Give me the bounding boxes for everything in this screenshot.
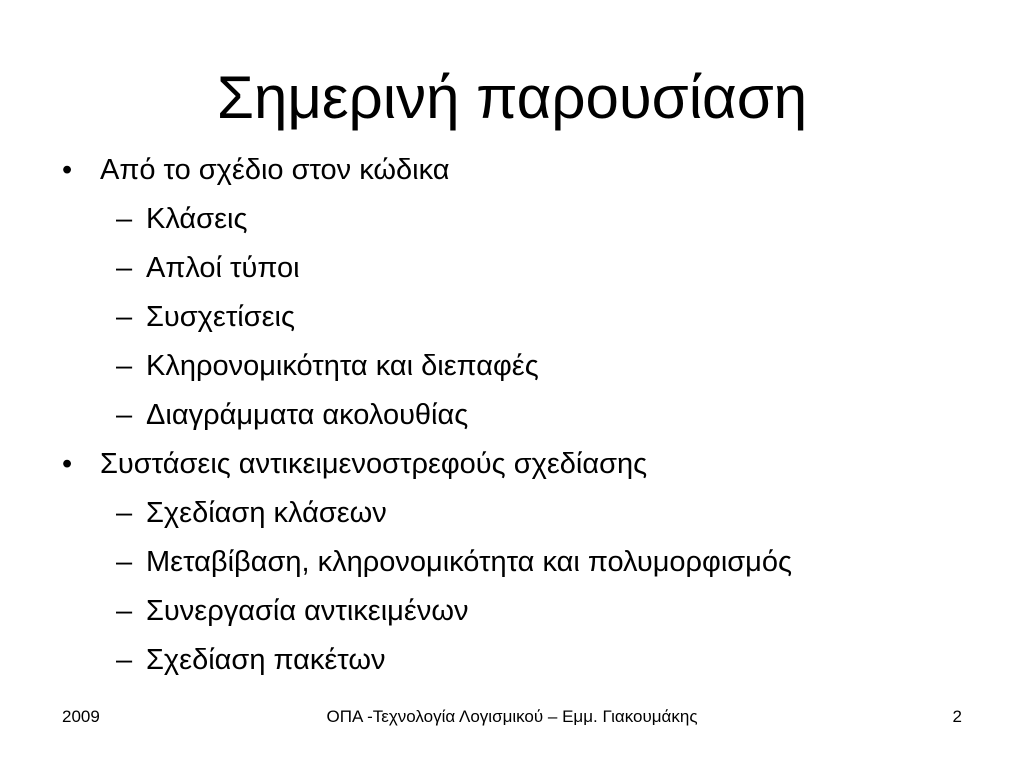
bullet-marker: • <box>62 154 73 186</box>
bullet-text: Συστάσεις αντικειμενοστρεφούς σχεδίασης <box>100 448 648 480</box>
dash-marker: – <box>116 595 133 627</box>
sub-bullet-text: Συνεργασία αντικειμένων <box>146 595 469 627</box>
dash-marker: – <box>116 497 133 529</box>
dash-marker: – <box>116 350 133 382</box>
footer-date: 2009 <box>62 707 100 726</box>
sub-bullet-text: Κληρονομικότητα και διεπαφές <box>146 350 539 382</box>
sub-bullet-text: Σχεδίαση κλάσεων <box>146 497 387 529</box>
footer-page-number: 2 <box>952 707 962 726</box>
sub-bullet-text: Κλάσεις <box>146 203 248 235</box>
sub-bullet-text: Διαγράμματα ακολουθίας <box>146 399 469 431</box>
dash-marker: – <box>116 644 133 676</box>
footer-course: ΟΠΑ -Τεχνολογία Λογισμικού – Εμμ. Γιακουμάκης <box>326 707 698 726</box>
sub-bullet-text: Μεταβίβαση, κληρονομικότητα και πολυμορφισμός <box>146 546 793 578</box>
sub-bullet-text: Σχεδίαση πακέτων <box>146 644 386 676</box>
dash-marker: – <box>116 203 133 235</box>
dash-marker: – <box>116 546 133 578</box>
sub-bullet-text: Συσχετίσεις <box>146 301 295 333</box>
bullet-text: Από το σχέδιο στον κώδικα <box>100 154 450 186</box>
slide-title: Σημερινή παρουσίαση <box>216 64 808 131</box>
dash-marker: – <box>116 301 133 333</box>
dash-marker: – <box>116 399 133 431</box>
sub-bullet-text: Απλοί τύποι <box>146 252 300 284</box>
dash-marker: – <box>116 252 133 284</box>
bullet-marker: • <box>62 448 73 480</box>
